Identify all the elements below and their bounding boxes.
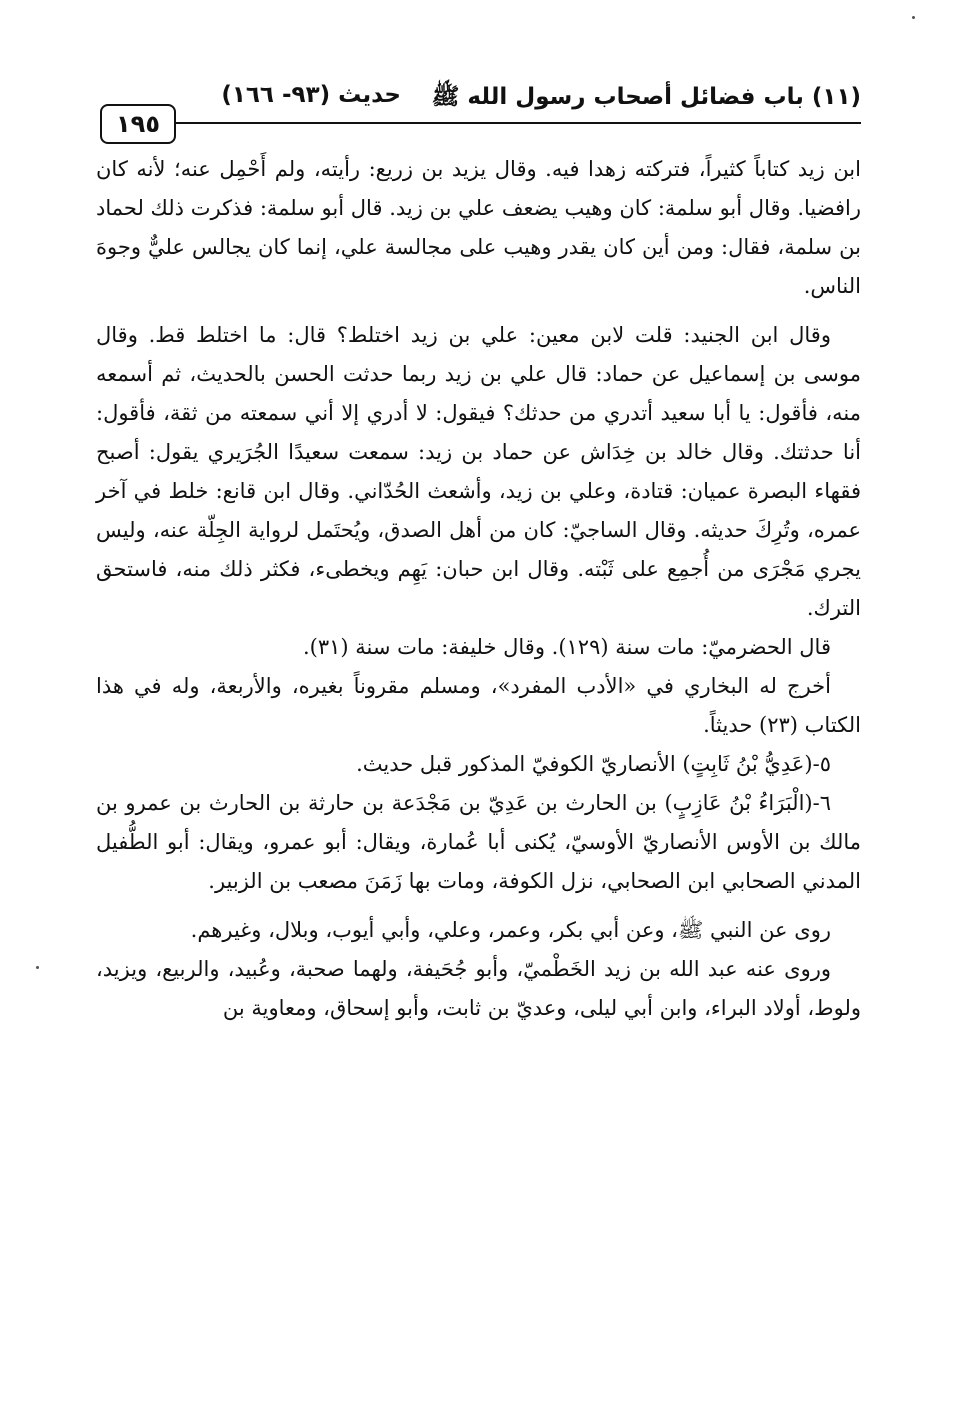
paragraph-1: ابن زيد كتاباً كثيراً، فتركته زهدا فيه. وقال يزيد بن زريع: رأيته، ولم أَحْمِل عنه؛ لأنه كان رافضيا. وقال أبو سلمة: كان وهيب يضعف علي بن زيد. قال أبو سلمة: فذكرت ذلك لحماد بن سلمة، فقال: ومن أين كان يقدر وهيب على مجالسة علي، إنما كان يجالس عليٌّ وجوهَ الناس. bbox=[96, 157, 861, 298]
header-rule bbox=[100, 122, 861, 124]
paragraph-7: روى عن النبي ﷺ، وعن أبي بكر، وعمر، وعلي، وأبي أيوب، وبلال، وغيرهم. bbox=[190, 918, 831, 942]
scan-speck bbox=[912, 16, 915, 19]
chapter-title: (١١) باب فضائل أصحاب رسول الله ﷺ bbox=[431, 84, 861, 110]
hadith-range: حديث (٩٣- ١٦٦) bbox=[221, 82, 401, 108]
scan-speck bbox=[36, 966, 39, 969]
page-number-box bbox=[100, 104, 176, 144]
paragraph-8: وروى عنه عبد الله بن زيد الخَطْميّ، وأبو جُحَيفة، ولهما صحبة، وعُبيد، والربيع، ويزيد، ولوط، أولاد البراء، وابن أبي ليلى، وعديّ بن ثابت، وأبو إسحاق، ومعاوية بن bbox=[96, 957, 861, 1020]
paragraph-2: وقال ابن الجنيد: قلت لابن معين: علي بن زيد اختلط؟ قال: ما اختلط قط. وقال موسى بن إسماعيل عن حماد: قال علي بن زيد ربما حدثت الحسن بالحديث، ثم أسمعه منه، فأقول: يا أبا سعيد أتدري من حدثك؟ فيقول: لا أدري إلا أني سمعته من ثقة، فأقول: أنا حدثتك. وقال خالد بن خِدَاش عن حماد بن زيد: سمعت سعيدًا الجُرَيري يقول: أصبح فقهاء البصرة عميان: قتادة، وعلي بن زيد، وأشعث الحُدّاني. وقال ابن قانع: خلط في آخر عمره، وتُرِكَ حديثه. وقال الساجيّ: كان من أهل الصدق، ويُحتَمل لرواية الجِلّة عنه، وليس يجري مَجْرَى من أُجمِع على ثَبْته. وقال ابن حبان: يَهِم ويخطىء، فكثر ذلك منه، فاستحق الترك. bbox=[96, 323, 861, 620]
page-number: ١٩٥ bbox=[116, 110, 160, 138]
paragraph-6: ٦-(الْبَرَاءُ بْنُ عَازِبٍ) بن الحارث بن عَدِيّ بن مَجْدَعة بن حارثة بن الحارث بن عمرو بن مالك بن الأوس الأنصاريّ الأوسيّ، يُكنى أبا عُمارة، ويقال: أبو عمرو، ويقال: أبو الطُّفيل المدني الصحابي ابن الصحابي، نزل الكوفة، ومات بها زَمَنَ مصعب بن الزبير. bbox=[96, 791, 861, 893]
running-header bbox=[100, 78, 861, 128]
body-text bbox=[96, 150, 861, 1028]
paragraph-5: ٥-(عَدِيُّ بْنُ ثَابِتٍ) الأنصاريّ الكوفيّ المذكور قبل حديث. bbox=[356, 752, 831, 776]
paragraph-4: أخرج له البخاري في «الأدب المفرد»، ومسلم مقروناً بغيره، والأربعة، وله في هذا الكتاب (٢٣) حديثاً. bbox=[96, 674, 861, 737]
paragraph-3: قال الحضرميّ: مات سنة (١٢٩). وقال خليفة: مات سنة (٣١). bbox=[302, 635, 831, 659]
